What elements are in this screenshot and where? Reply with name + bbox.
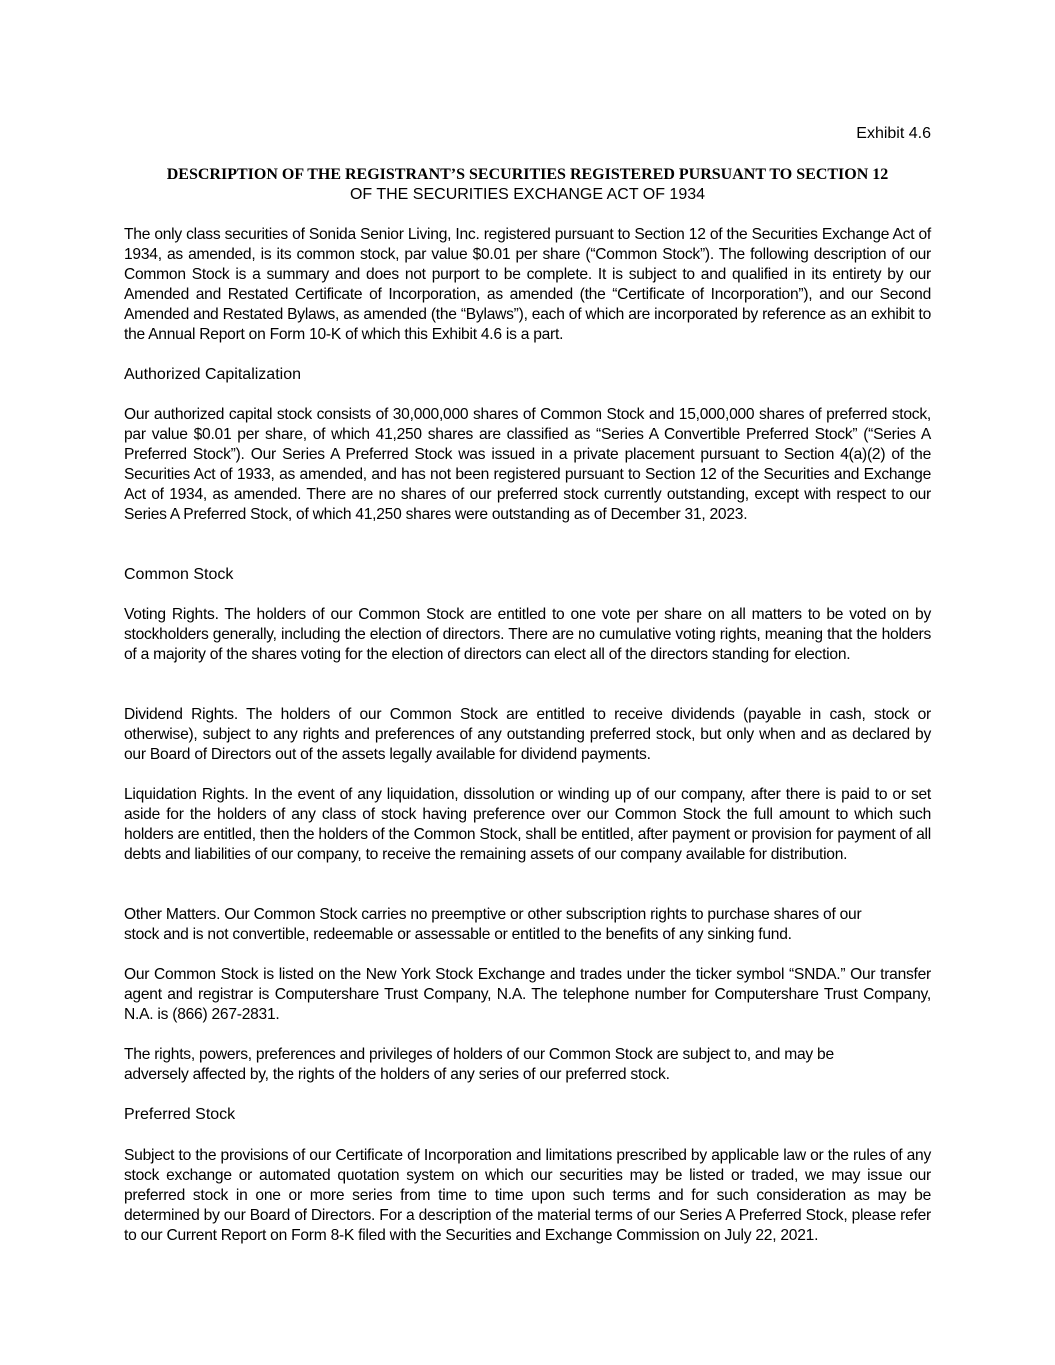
liquidation-rights-paragraph: Liquidation Rights. In the event of any liquidation, dissolution or winding up of our company, after there is paid to or set aside for the holders of any class of stock having preference over our Common Stock the full amount to which such holders are entitled, then the holders of the Common Stock, shall be entitled, after payment or provision for payment of all debts and liabilities of our company, to receive the remaining assets of our company available for distribution.: [124, 786, 931, 863]
authorized-capitalization-paragraph: Our authorized capital stock consists of 30,000,000 shares of Common Stock and 15,000,000 shares of preferred stock, par value $0.01 per share, of which 41,250 shares are classified as “Series A Convertible Preferred Stock” (“Series A Preferred Stock”). Our Series A Preferred Stock was issued in a private placement pursuant to Section 4(a)(2) of the Securities Act of 1933, as amended, and has not been registered pursuant to Section 12 of the Securities and Exchange Act of 1934, as amended. There are no shares of our preferred stock currently outstanding, except with respect to our Series A Preferred Stock, of which 41,250 shares were outstanding as of December 31, 2023.: [124, 406, 931, 523]
title-line-2: OF THE SECURITIES EXCHANGE ACT OF 1934: [349, 186, 706, 203]
document-title: [124, 165, 931, 205]
other-matters-paragraph: Other Matters. Our Common Stock carries no preemptive or other subscription rights to purchase shares of our stock and is not convertible, redeemable or assessable or entitled to the benefits of any sinking fund.: [124, 906, 862, 943]
preferred-stock-paragraph: Subject to the provisions of our Certificate of Incorporation and limitations prescribed by applicable law or the rules of any stock exchange or automated quotation system on which our securities may be listed or traded, we may issue our preferred stock in one or more series from time to time upon such terms and for such consideration as may be determined by our Board of Directors. For a description of the material terms of our Series A Preferred Stock, please refer to our Current Report on Form 8-K filed with the Securities and Exchange Commission on July 22, 2021.: [124, 1147, 931, 1244]
heading-preferred-stock: Preferred Stock: [124, 1106, 236, 1123]
title-line-1: DESCRIPTION OF THE REGISTRANT’S SECURITIES REGISTERED PURSUANT TO SECTION 12: [166, 166, 889, 183]
listing-paragraph: Our Common Stock is listed on the New York Stock Exchange and trades under the ticker symbol “SNDA.” Our transfer agent and registrar is Computershare Trust Company, N.A. The telephone number for Computershare Trust Company, N.A. is (866) 267-2831.: [124, 966, 931, 1023]
dividend-rights-paragraph: Dividend Rights. The holders of our Common Stock are entitled to receive dividends (payable in cash, stock or otherwise), subject to any rights and preferences of any outstanding preferred stock, but only when and as declared by our Board of Directors out of the assets legally available for dividend payments.: [124, 706, 931, 763]
exhibit-label: Exhibit 4.6: [856, 125, 931, 142]
rights-subject-paragraph: The rights, powers, preferences and privileges of holders of our Common Stock are subject to, and may be adversely affected by, the rights of the holders of any series of our preferred stock.: [124, 1046, 834, 1083]
heading-common-stock: Common Stock: [124, 566, 234, 583]
heading-authorized-capitalization: Authorized Capitalization: [124, 366, 301, 383]
voting-rights-paragraph: Voting Rights. The holders of our Common Stock are entitled to one vote per share on all matters to be voted on by stockholders generally, including the election of directors. There are no cumulative voting rights, meaning that the holders of a majority of the shares voting for the election of directors can elect all of the directors standing for election.: [124, 606, 931, 663]
intro-paragraph: The only class securities of Sonida Senior Living, Inc. registered pursuant to Section 12 of the Securities Exchange Act of 1934, as amended, is its common stock, par value $0.01 per share (“Common Stock”). The following description of our Common Stock is a summary and does not purport to be complete. It is subject to and qualified in its entirety by our Amended and Restated Certificate of Incorporation, as amended (the “Certificate of Incorporation”), and our Second Amended and Restated Bylaws, as amended (the “Bylaws”), each of which are incorporated by reference as an exhibit to the Annual Report on Form 10-K of which this Exhibit 4.6 is a part.: [124, 226, 931, 343]
